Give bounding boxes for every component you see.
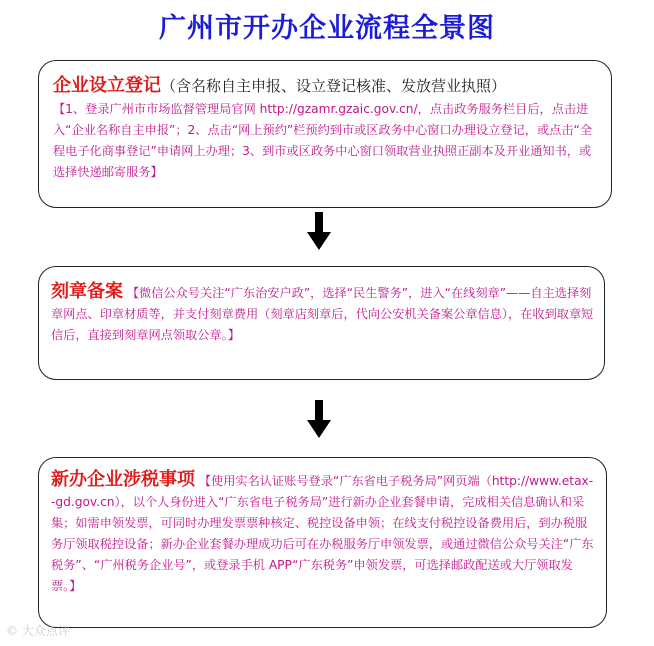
step-box-business-registration [38, 60, 612, 208]
watermark: © 大众点评 [6, 624, 70, 638]
page-title: 广州市开办企业流程全景图 [159, 13, 495, 44]
step-heading: 新办企业涉税事项 [51, 469, 195, 490]
step-heading: 企业设立登记 [53, 75, 161, 96]
step-box-tax-matters [38, 457, 607, 628]
step-description: 【微信公众号关注“广东治安户政”，选择“民生警务”，进入“在线刻章”——自主选择刻章网点、印章材质等，并支付刻章费用（刻章店刻章后，代向公安机关备案公章信息），在收到取章短信后，直接到刻章网点领取公章。】 [51, 286, 594, 342]
step-box-seal-filing [38, 266, 605, 380]
step-subtitle: （含名称自主申报、设立登记核准、发放营业执照） [161, 77, 507, 95]
down-arrow-icon [307, 212, 331, 252]
step-description: 【使用实名认证账号登录“广东省电子税务局”网页端（http://www.etax--gd.gov.cn），以个人身份进入“广东省电子税务局”进行新办企业套餐申请，完成相关信息确认和采集；如需申领发票，可同时办理发票票种核定、税控设备申领；在线支付税控设备费用后，到办税服务厅领取税控设备；新办企业套餐办理成功后可在办税服务厅申领发票，或通过微信公众号关注“广东税务”、“广州税务企业号”，或登录手机 APP“广东税务”申领发票，可选择邮政配送或大厅领取发票。】 [51, 474, 594, 593]
step-heading: 刻章备案 [51, 281, 123, 302]
down-arrow-icon [307, 400, 331, 440]
step-description: 【1、登录广州市市场监督管理局官网 http://gzamr.gzaic.gov.cn/，点击政务服务栏目后，点击进入“企业名称自主申报”；2、点击“网上预约”栏预约到市或区政务中心窗口办理设立登记，或点击“全程电子化商事登记”申请网上办理；3、到市或区政务中心窗口领取营业执照正副本及开业通知书，或选择快递邮寄服务】 [53, 102, 593, 179]
